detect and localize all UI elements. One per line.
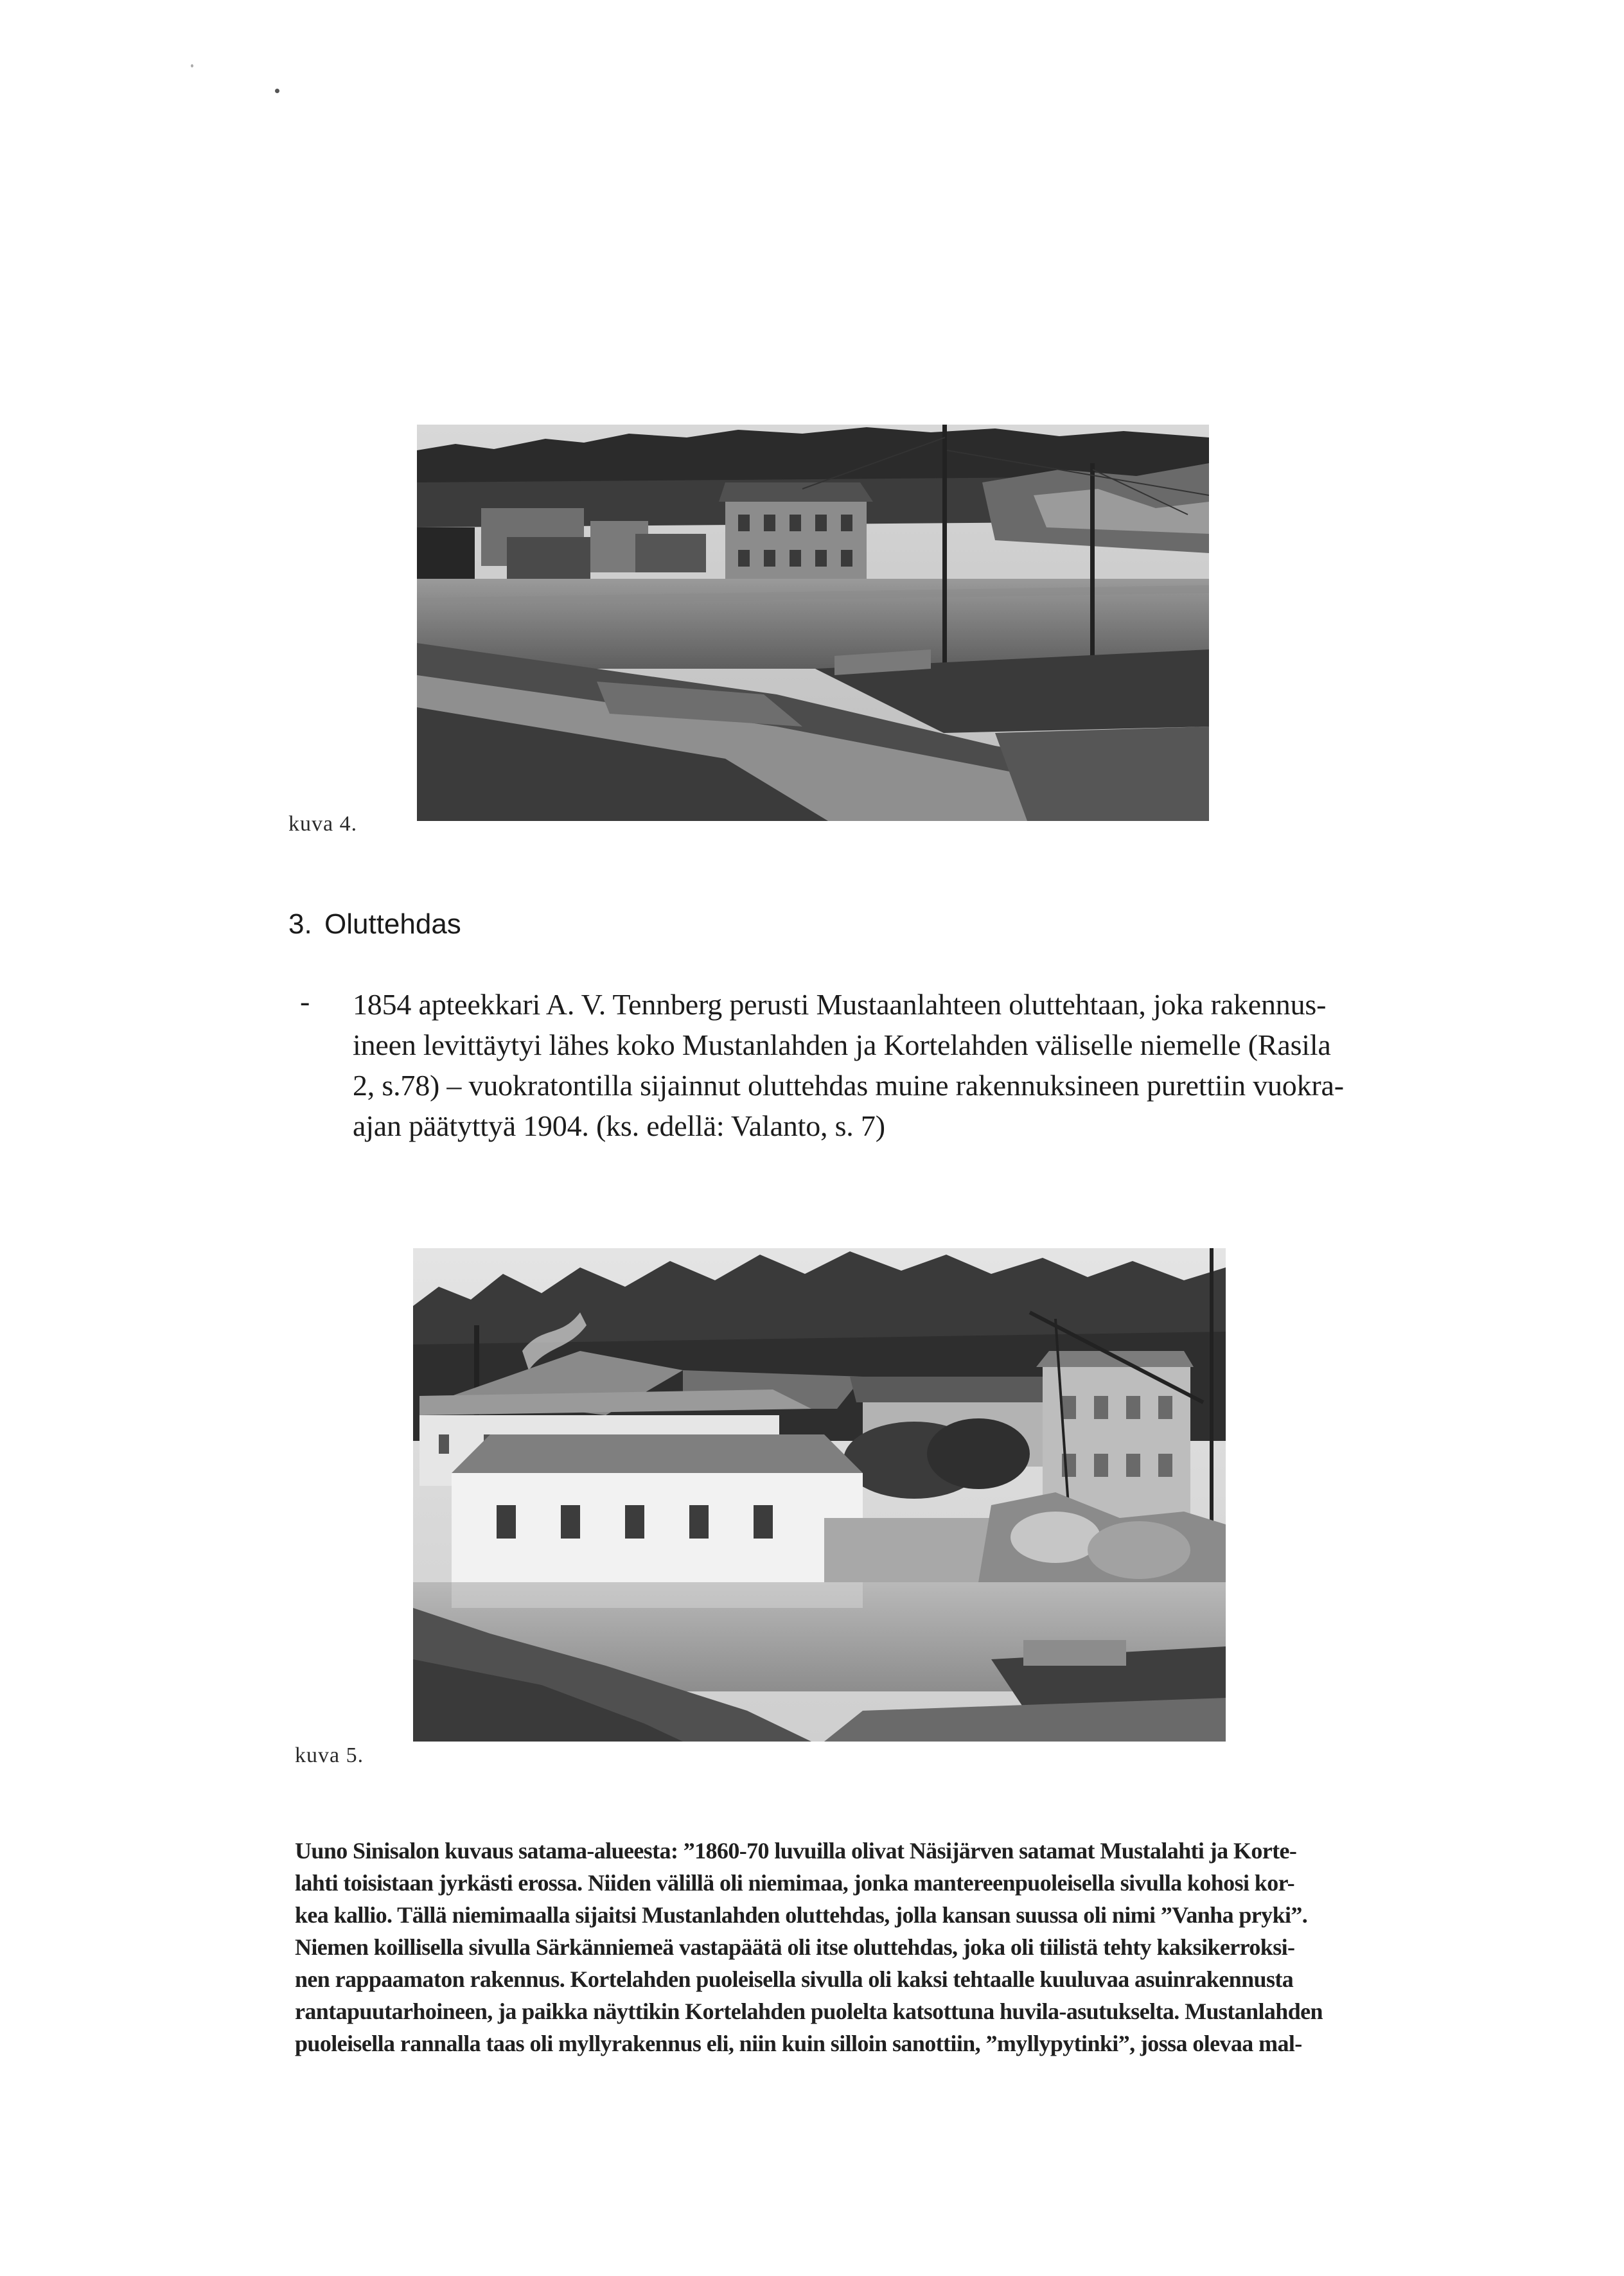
section-heading (288, 908, 461, 940)
figure-caption: kuva 5. (295, 1743, 364, 1767)
harbour-photo (417, 425, 1209, 821)
scan-speck (275, 89, 279, 93)
text-line: Uuno Sinisalon kuvaus satama-alueesta: ”1860-70 luvuilla olivat Näsijärven satamat Mustalahti ja Korte- (295, 1838, 1297, 1864)
text-line: lahti toisistaan jyrkästi erossa. Niiden välillä oli niemimaa, jonka mantereenpuoleisella sivulla kohosi kor- (295, 1870, 1295, 1896)
text-line: 2, s.78) – vuokratontilla sijainnut oluttehdas muine rakennuksineen purettiin vuokra- (353, 1069, 1344, 1102)
quote-paragraph (295, 1835, 1458, 2060)
text-line: Niemen koillisella sivulla Särkänniemeä vastapäätä oli itse oluttehdas, joka oli tiilistä tehty kaksikerroksi- (295, 1934, 1295, 1960)
text-line: puoleisella rannalla taas oli myllyrakennus eli, niin kuin silloin sanottiin, ”myllypytinki”, jossa olevaa mal- (295, 2031, 1302, 2056)
text-line: rantapuutarhoineen, ja paikka näyttikin Kortelahden puolelta katsottuna huvila-asutukselta. Mustanlahden (295, 1998, 1323, 2024)
text-line: 1854 apteekkari A. V. Tennberg perusti Mustaanlahteen oluttehtaan, joka rakennus- (353, 988, 1327, 1021)
figure-caption: kuva 4. (288, 812, 358, 836)
bullet-marker: - (300, 985, 310, 1018)
scan-speck (191, 64, 193, 67)
brewery-photo (413, 1248, 1226, 1742)
text-line: ineen levittäytyi lähes koko Mustanlahden ja Kortelahden väliselle niemelle (Rasila (353, 1028, 1331, 1061)
text-line: ajan päätyttyä 1904. (ks. edellä: Valanto, s. 7) (353, 1109, 885, 1142)
text-line: nen rappaamaton rakennus. Kortelahden puoleisella sivulla oli kaksi tehtaalle kuuluvaa asuinrakennusta (295, 1966, 1294, 1992)
section-number: 3. (288, 908, 312, 940)
bullet-text (353, 984, 1464, 1146)
text-line: kea kallio. Tällä niemimaalla sijaitsi Mustanlahden oluttehdas, jolla kansan suussa oli nimi ”Vanha pryki”. (295, 1902, 1308, 1928)
section-title: Oluttehdas (324, 908, 461, 940)
